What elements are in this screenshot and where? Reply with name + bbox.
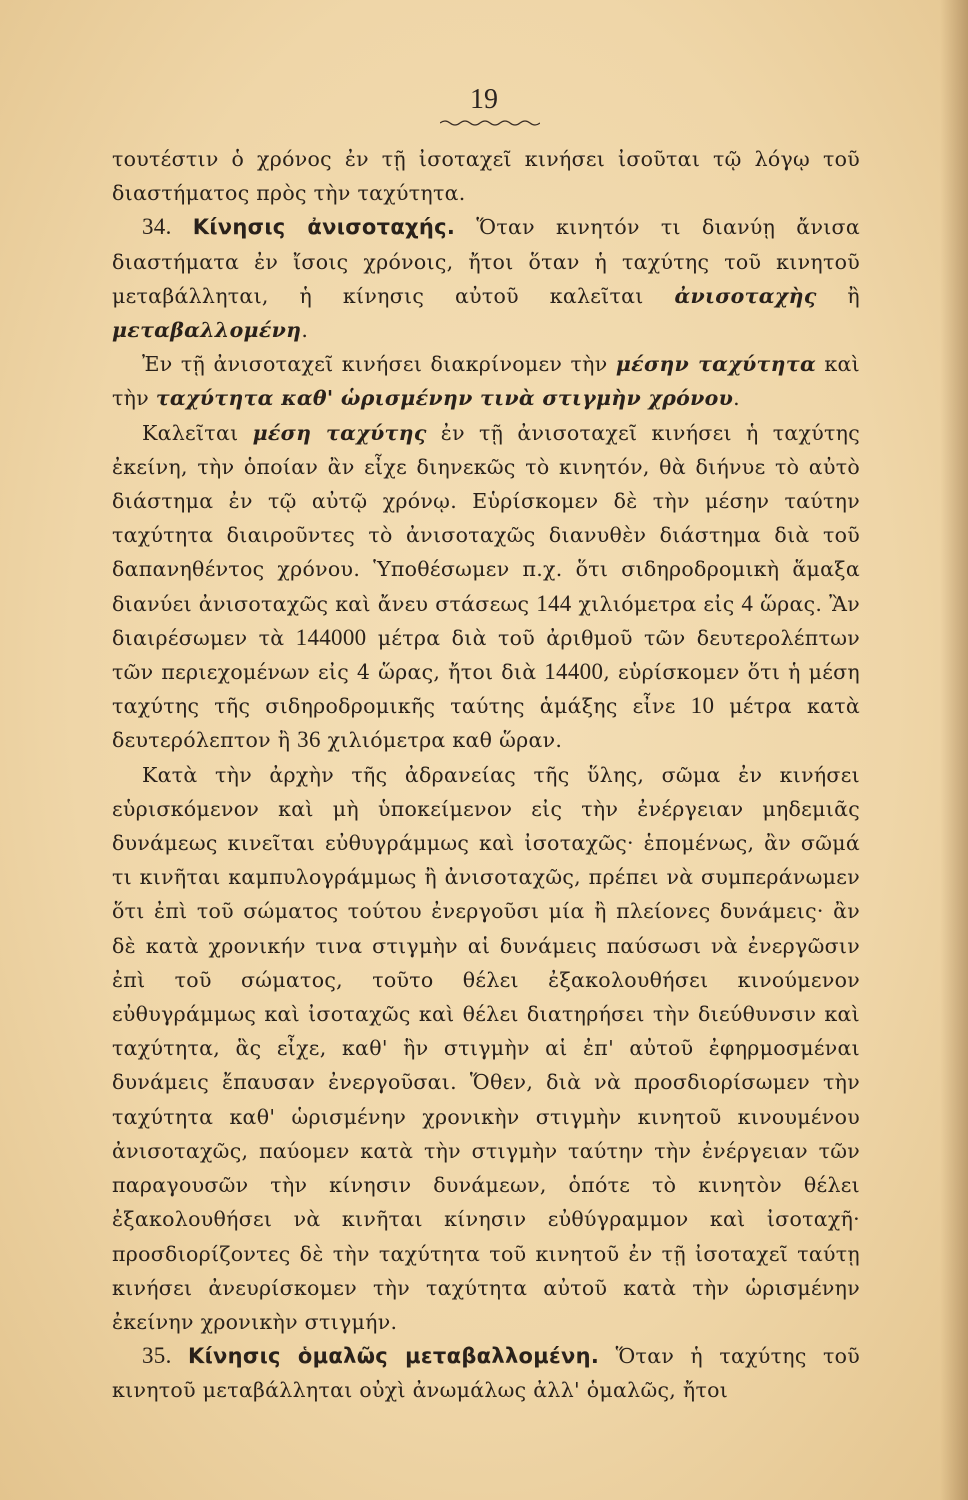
text-run: Ὅταν ἡ ταχύτης τοῦ κινητοῦ μεταβάλληται οὐχὶ ἀνωμάλως ἀλλ' ὁμαλῶς, ἤτοι [112,1344,860,1403]
numeral: 144 [536,590,572,616]
text-run: μέτρα κατὰ δευτερόλεπτον ἢ [112,694,860,753]
text-run: καὶ τὴν [112,352,860,411]
paragraph [112,142,860,210]
text-run: χιλιόμετρα καθ ὥραν. [320,728,563,753]
text-run: Κατὰ τὴν ἀρχὴν τῆς ἀδρανείας τῆς ὕλης, σῶμα ἐν κινήσει εὑρισκόμενον καὶ μὴ ὑποκείμενον εἰς τὴν ἐνέργειαν μηδεμιᾶς δυνάμεως κινεῖται εὐθυγράμμως καὶ ἰσοταχῶς· ἑπομένως, ἂν σῶμά τι κινῆται καμπυλογράμμως ἢ ἀνισοταχῶς, πρέπει νὰ συμπεράνωμεν ὅτι ἐπὶ τοῦ σώματος τούτου ἐνεργοῦσι μία ἢ πλείονες δυνάμεις· ἂν δὲ κατὰ χρονικήν τινα στιγμὴν αἱ δυνάμεις παύσωσι νὰ ἐνεργῶσιν ἐπὶ τοῦ σώματος, τοῦτο θέλει ἐξακολουθήσει κινούμενον εὐθυγράμμως καὶ ἰσοταχῶς καὶ θέλει διατηρήσει τὴν διεύθυνσιν καὶ ταχύτητα, ἃς εἶχε, καθ' ἣν στιγμὴν αἱ ἐπ' αὐτοῦ ἐφηρμοσμέναι δυνάμεις ἔπαυσαν ἐνεργοῦσαι. Ὅθεν, διὰ νὰ προσδιορίσωμεν τὴν ταχύτητα καθ' ὡρισμένην χρονικὴν στιγμὴν κινητοῦ κινουμένου ἀνισοταχῶς, παύομεν κατὰ τὴν στιγμὴν ταύτην τὴν ἐνέργειαν τῶν παραγουσῶν τὴν κίνησιν δυνάμεων, ὁπότε τὸ κινητὸν θέλει ἐξακολουθήσει νὰ κινῆται κίνησιν εὐθύγραμμον καὶ ἰσοταχῆ· προσδιορίζοντες δὲ τὴν ταχύτητα τοῦ κινητοῦ ἐν τῇ ἰσοταχεῖ ταύτῃ κινήσει ἀνευρίσκομεν τὴν ταχύτητα αὐτοῦ κατὰ τὴν ὡρισμένην ἐκείνην χρονικὴν στιγμήν. [112,762,860,1334]
text-run: , εὑρίσκομεν ὅτι ἡ μέση ταχύτης τῆς σιδηροδρομικῆς ταύτης ἁμάξης εἶνε [112,660,860,719]
section-number: 35. [142,1343,172,1369]
numeral: 14400 [544,659,604,685]
section-heading: Κίνησις ὁμαλῶς μεταβαλλομένη. [188,1344,600,1369]
page-number: 19 [470,84,498,115]
text-run: Ὅταν κινητόν τι διανύῃ ἄνισα διαστήματα ἐν ἴσοις χρόνοις, ἤτοι ὅταν ἡ ταχύτης τοῦ κινητοῦ μεταβάλληται, ἡ κίνησις αὐτοῦ καλεῖται [112,215,860,308]
section-heading: Κίνησις ἀνισοταχής. [192,215,456,240]
numeral: 4 [741,590,754,616]
paragraph [112,758,860,1339]
text-run: ὥρας. Ἂν διαιρέσωμεν τὰ [112,591,860,650]
defined-term: μέση ταχύτης [252,420,427,445]
text-run: Ἐν τῇ ἀνισοταχεῖ κινήσει διακρίνομεν τὴν [142,352,616,377]
defined-term: ταχύτητα καθ' ὡρισμένην τινὰ στιγμὴν χρόνου [155,386,734,411]
paragraph [112,347,860,415]
text-run: τουτέστιν ὁ χρόνος ἐν τῇ ἰσοταχεῖ κινήσει ἰσοῦται τῷ λόγῳ τοῦ διαστήματος πρὸς τὴν ταχύτητα. [112,147,860,206]
text-run: ἐν τῇ ἀνισοταχεῖ κινήσει ἡ ταχύτης ἐκείνη, τὴν ὁποίαν ἂν εἶχε διηνεκῶς τὸ κινητόν, θὰ διήνυε τὸ αὐτὸ διάστημα ἐν τῷ αὐτῷ χρόνῳ. Εὑρίσκομεν δὲ τὴν μέσην ταύτην ταχύτητα διαιροῦντες τὸ ἀνισοταχῶς διανυθὲν διάστημα διὰ τοῦ δαπανηθέντος χρόνου. Ὑποθέσωμεν π.χ. ὅτι σιδηροδρομικὴ ἅμαξα διανύει ἀνισοταχῶς καὶ ἄνευ στάσεως [112,420,860,616]
text-run: ἢ [816,283,860,308]
numeral: 36 [297,727,321,753]
wavy-rule-ornament [440,118,540,128]
body-text [112,142,860,1408]
text-run [172,1344,188,1368]
text-run: μέτρα διὰ τοῦ ἀριθμοῦ τῶν δευτερολέπτων τῶν περιεχομένων εἰς 4 ὥρας, ἤτοι διὰ [112,625,860,685]
defined-term: μέσην ταχύτητα [615,352,817,377]
text-run: . [733,386,740,411]
numeral: 10 [690,693,715,719]
numeral: 144000 [295,624,367,650]
defined-term: μεταβαλλομένη [112,318,302,343]
section-number: 34. [142,214,172,240]
text-run: Καλεῖται [142,420,253,445]
section-35-paragraph [112,1339,860,1407]
defined-term: ἀνισοταχὴς [674,283,817,308]
text-run: χιλιόμετρα εἰς [571,591,742,616]
page-edge-shadow [940,0,968,1500]
text-run: . [301,318,309,343]
section-34-paragraph [112,210,860,347]
paragraph [112,416,860,758]
text-run [172,215,193,239]
